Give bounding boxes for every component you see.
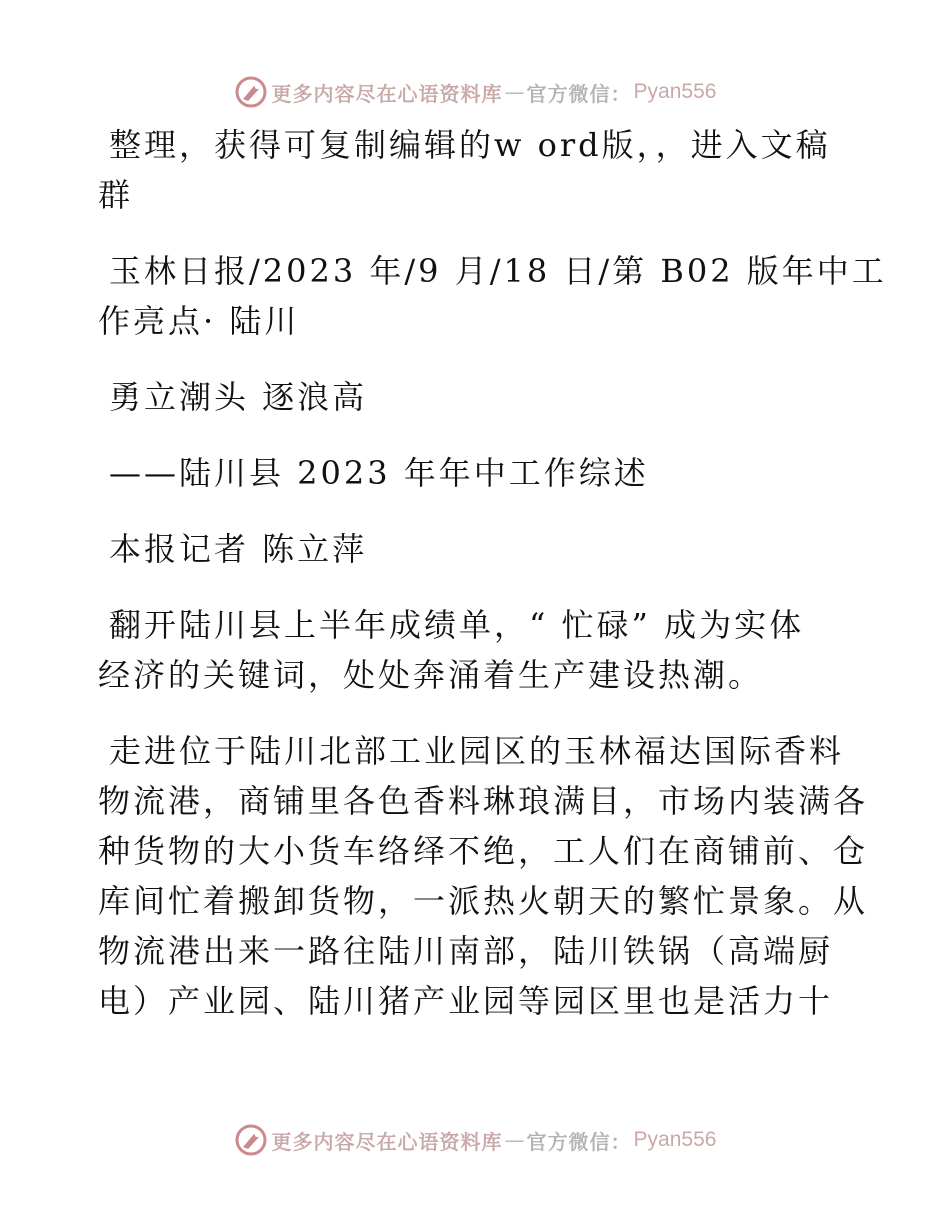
watermark-banner-bottom	[0, 1118, 950, 1162]
text-line: 电）产业园、陆川猪产业园等园区里也是活力十	[98, 982, 834, 1020]
text-line: 本报记者 陈立萍	[109, 530, 368, 568]
text-line: ——陆川县 2023 年年中工作综述	[109, 454, 649, 492]
paragraph-source	[98, 246, 887, 346]
text-line: 经济的关键词，处处奔涌着生产建设热潮。	[98, 656, 764, 694]
watermark-wechat-label: 官方微信：	[526, 1129, 632, 1154]
watermark-brand: 更多内容尽在心语资料库	[271, 81, 503, 106]
watermark-banner-top	[0, 70, 950, 114]
text-line: 走进位于陆川北部工业园区的玉林福达国际香料	[109, 732, 845, 770]
paragraph-intro	[98, 120, 858, 220]
article-subtitle	[98, 448, 858, 498]
paragraph-body-2	[98, 726, 869, 1026]
watermark-wechat-id: Pyan556	[633, 1128, 717, 1151]
watermark-brand: 更多内容尽在心语资料库	[271, 1129, 503, 1154]
text-line: 物流港，商铺里各色香料琳琅满目，市场内装满各	[98, 782, 869, 820]
text-line: 勇立潮头 逐浪高	[109, 378, 368, 416]
text-line: 作亮点· 陆川	[98, 302, 300, 340]
paragraph-body-1	[98, 600, 858, 700]
article-title	[98, 372, 858, 422]
watermark-separator: —	[504, 1128, 525, 1152]
watermark-wechat-id: Pyan556	[633, 80, 717, 103]
watermark-separator: —	[504, 80, 525, 104]
pen-nib-circle-icon	[234, 1123, 268, 1157]
text-line: 整理，获得可复制编辑的w ord版，，进入文稿	[109, 126, 831, 164]
article-byline	[98, 524, 858, 574]
text-line: 库间忙着搬卸货物，一派热火朝天的繁忙景象。从	[98, 882, 869, 920]
pen-nib-circle-icon	[234, 75, 268, 109]
text-line: 群	[98, 176, 134, 214]
text-line: 玉林日报/2023 年/9 月/18 日/第 B02 版年中工	[109, 252, 887, 290]
text-line: 种货物的大小货车络绎不绝，工人们在商铺前、仓	[98, 832, 869, 870]
text-line: 物流港出来一路往陆川南部，陆川铁锅（高端厨	[98, 932, 834, 970]
text-line: 翻开陆川县上半年成绩单，“ 忙碌” 成为实体	[109, 606, 805, 644]
document-body	[98, 120, 887, 1026]
watermark-wechat-label: 官方微信：	[526, 81, 632, 106]
